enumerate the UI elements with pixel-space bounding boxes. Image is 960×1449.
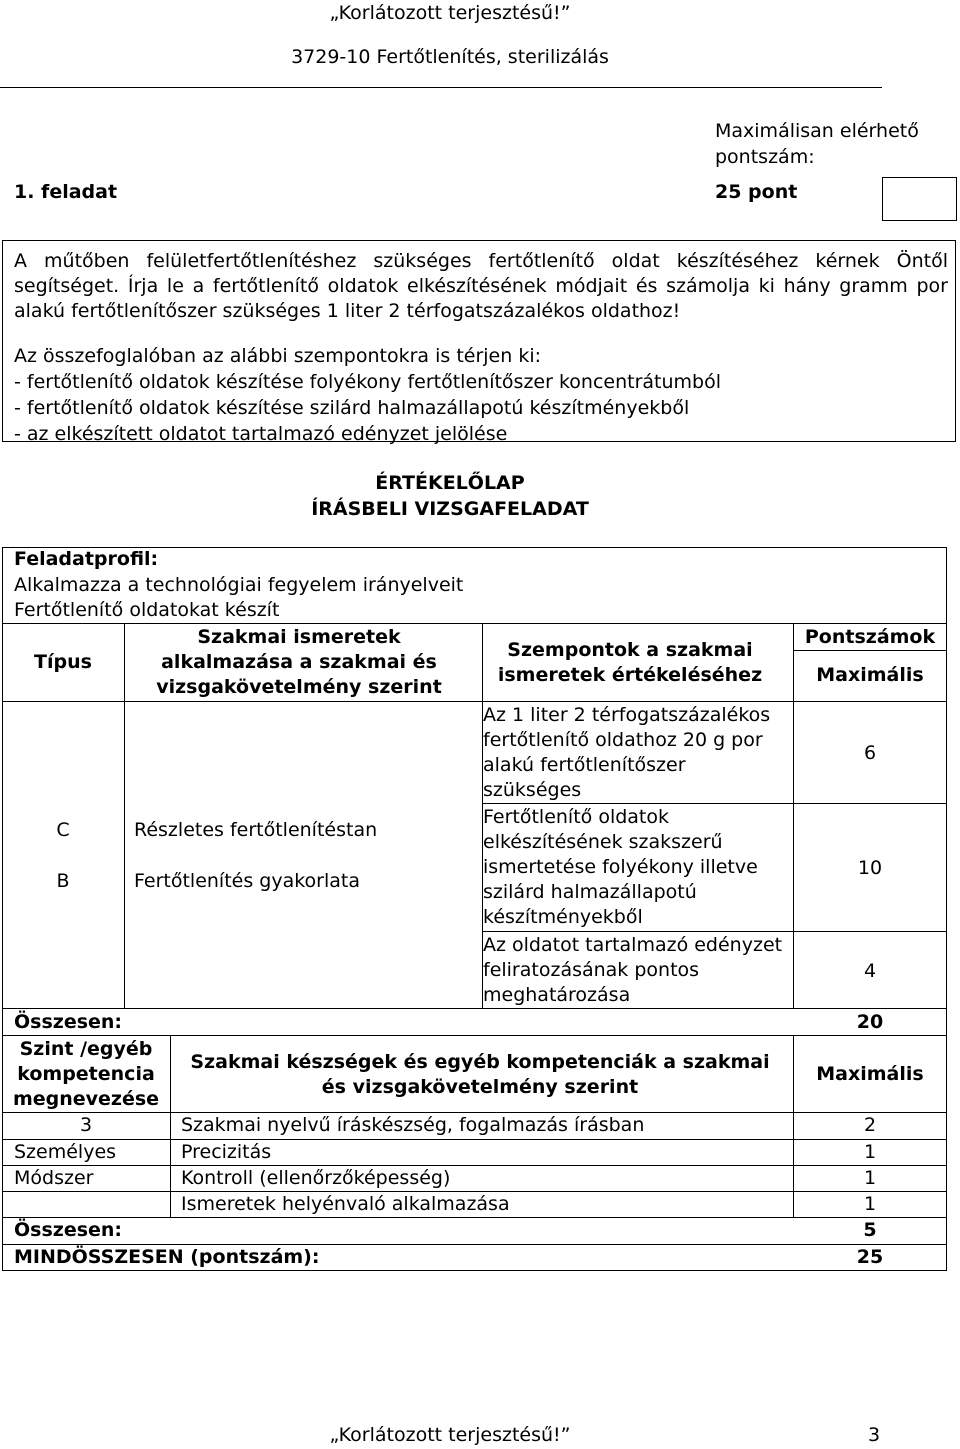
grid-line bbox=[2, 701, 947, 702]
criterion-text: Az oldatot tartalmazó edényzet feliratozásának pontos meghatározása bbox=[483, 934, 783, 1006]
skill-name: Ismeretek helyénvaló alkalmazása bbox=[181, 1193, 510, 1215]
grand-total-label: MINDÖSSZESEN (pontszám): bbox=[14, 1246, 320, 1268]
col-header-criteria: Szempontok a szakmai ismeretek értékeléséhez bbox=[497, 639, 763, 686]
col-header-type: Típus bbox=[34, 651, 92, 673]
knowledge-type: B bbox=[56, 870, 70, 892]
header-divider bbox=[0, 87, 882, 88]
col-header-level: Szint /egyéb kompetencia megnevezése bbox=[12, 1038, 160, 1110]
summary-item: - az elkészített oldatot tartalmazó edényzet jelölése bbox=[14, 423, 508, 445]
skills-total-label: Összesen: bbox=[14, 1219, 123, 1241]
skill-name: Szakmai nyelvű íráskészség, fogalmazás írásban bbox=[181, 1114, 645, 1136]
skill-name: Kontroll (ellenőrzőképesség) bbox=[181, 1167, 451, 1189]
skill-level: 3 bbox=[79, 1114, 93, 1136]
grid-line bbox=[2, 1008, 947, 1009]
knowledge-item: Fertőtlenítés gyakorlata bbox=[134, 870, 361, 892]
sheet-title-line1: ÉRTÉKELŐLAP bbox=[375, 472, 525, 494]
grid-line bbox=[793, 650, 947, 651]
evaluation-sheet-title bbox=[0, 470, 900, 522]
criterion-points: 6 bbox=[863, 742, 877, 764]
summary-item: - fertőtlenítő oldatok készítése folyékony fertőtlenítőszer koncentrátumból bbox=[14, 371, 721, 393]
grid-line bbox=[2, 1035, 947, 1036]
restricted-footer: „Korlátozott terjesztésű!” bbox=[329, 1424, 571, 1446]
summary-item: - fertőtlenítő oldatok készítése szilárd halmazállapotú készítményekből bbox=[14, 397, 690, 419]
col-header-max: Maximális bbox=[816, 664, 924, 686]
max-points-label-line1: Maximálisan elérhető bbox=[715, 120, 919, 142]
criterion-text: Fertőtlenítő oldatok elkészítésének szakszerű ismertetése folyékony illetve szilárd halmazállapotú készítményekből bbox=[483, 806, 758, 928]
col-header-points: Pontszámok bbox=[804, 626, 936, 648]
skills-total: 5 bbox=[863, 1219, 877, 1241]
exam-subtitle: 3729-10 Fertőtlenítés, sterilizálás bbox=[291, 46, 609, 68]
grid-line bbox=[170, 1035, 171, 1217]
knowledge-item: Részletes fertőtlenítéstan bbox=[134, 819, 378, 841]
col-header-knowledge: Szakmai ismeretek alkalmazása a szakmai és vizsgakövetelmény szerint bbox=[156, 626, 442, 698]
task-title: 1. feladat bbox=[14, 181, 118, 203]
skill-points: 2 bbox=[863, 1114, 877, 1136]
knowledge-type: C bbox=[56, 819, 70, 841]
criterion-text: Az 1 liter 2 térfogatszázalékos fertőtlenítő oldathoz 20 g por alakú fertőtlenítőszer szükséges bbox=[483, 704, 771, 801]
col-header-skill: Szakmai készségek és egyéb kompetenciák a szakmai és vizsgakövetelmény szerint bbox=[190, 1051, 770, 1098]
skill-level: Módszer bbox=[14, 1167, 94, 1189]
restricted-header: „Korlátozott terjesztésű!” bbox=[329, 2, 571, 24]
sheet-title-line2: ÍRÁSBELI VIZSGAFELADAT bbox=[311, 498, 589, 520]
criterion-points: 10 bbox=[857, 857, 883, 879]
skill-points: 1 bbox=[863, 1167, 877, 1189]
skill-level: Személyes bbox=[14, 1141, 117, 1163]
grid-line bbox=[482, 803, 947, 804]
max-points-label-line2: pontszám: bbox=[715, 146, 815, 168]
col-header-skills-max: Maximális bbox=[816, 1063, 924, 1085]
profile-line: Fertőtlenítő oldatokat készít bbox=[14, 599, 280, 621]
grid-line bbox=[2, 623, 947, 624]
knowledge-total-label: Összesen: bbox=[14, 1011, 123, 1033]
page-number: 3 bbox=[868, 1424, 881, 1446]
grid-line bbox=[124, 623, 125, 1008]
profile-line: Alkalmazza a technológiai fegyelem irányelveit bbox=[14, 574, 464, 596]
grid-line bbox=[482, 931, 947, 932]
summary-intro: Az összefoglalóban az alábbi szempontokra is térjen ki: bbox=[14, 345, 542, 367]
max-points-label bbox=[715, 118, 919, 170]
knowledge-total: 20 bbox=[856, 1011, 884, 1033]
criterion-points: 4 bbox=[863, 960, 877, 982]
grand-total: 25 bbox=[856, 1246, 884, 1268]
task-paragraph: A műtőben felületfertőtlenítéshez szükséges fertőtlenítő oldat készítéséhez kérnek Öntől segítséget. Írja le a fertőtlenítő oldatok elkészítésének módjait és számolja ki hány gramm por alakú fertőtlenítőszer szükséges 1 liter 2 térfogatszázalékos oldathoz! bbox=[14, 250, 948, 322]
profile-label: Feladatprofil: bbox=[14, 548, 159, 570]
skill-name: Precizitás bbox=[181, 1141, 272, 1163]
skill-points: 1 bbox=[863, 1193, 877, 1215]
skill-points: 1 bbox=[863, 1141, 877, 1163]
score-box[interactable] bbox=[882, 177, 957, 221]
task-points: 25 pont bbox=[715, 181, 798, 203]
